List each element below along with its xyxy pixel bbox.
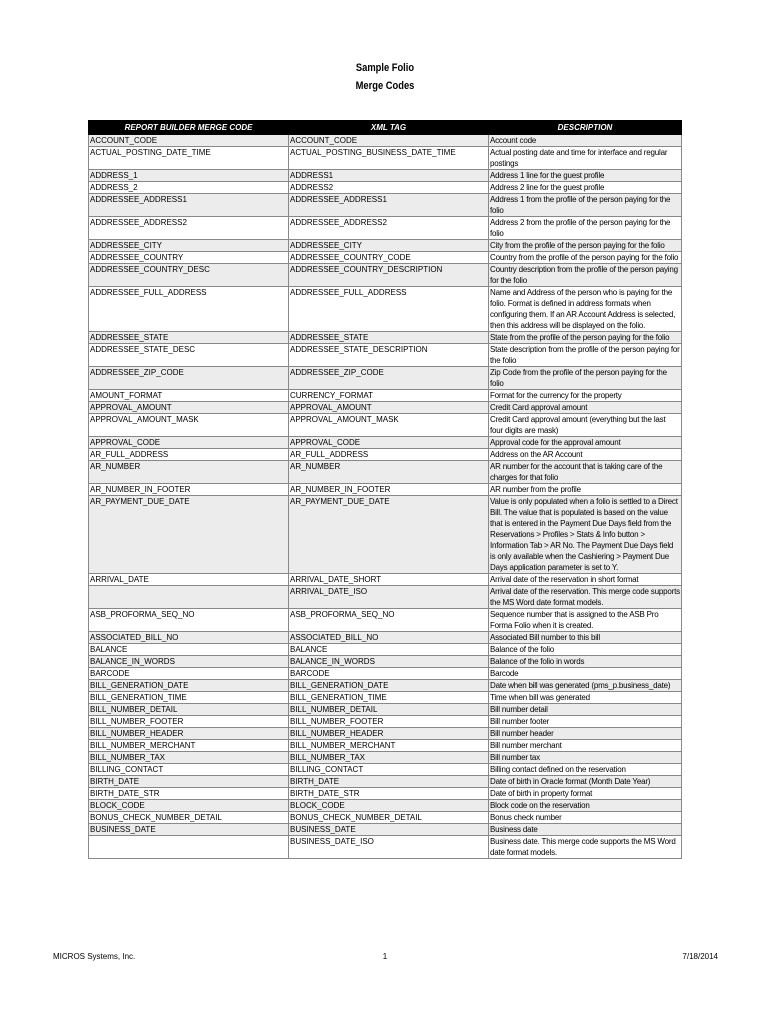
- table-row: [89, 449, 682, 461]
- table-row: [89, 287, 682, 332]
- cell-description: Country from the profile of the person paying for the folio: [489, 252, 682, 264]
- cell-description: Sequence number that is assigned to the ASB Pro Forma Folio when it is created.: [489, 609, 682, 632]
- table-row: [89, 240, 682, 252]
- cell-description: Credit Card approval amount: [489, 402, 682, 414]
- cell-description: State description from the profile of the person paying for the folio: [490, 345, 680, 365]
- cell-description: Name and Address of the person who is paying for the folio. Format is defined in address formats when configuring them. If an AR Account Address is selected, then this address will be displayed on the folio.: [489, 287, 682, 332]
- cell-description: AR number for the account that is taking care of the charges for that folio: [489, 461, 682, 484]
- cell-xml-tag: ACTUAL_POSTING_BUSINESS_DATE_TIME: [289, 147, 489, 170]
- cell-merge-code: ADDRESSEE_STATE_DESC: [89, 344, 289, 367]
- cell-description: Time when bill was generated: [489, 692, 682, 704]
- cell-xml-tag: ADDRESSEE_STATE_DESCRIPTION: [289, 344, 489, 367]
- cell-xml-tag: ADDRESSEE_ADDRESS2: [289, 217, 489, 240]
- cell-xml-tag: BILL_NUMBER_FOOTER: [289, 716, 489, 728]
- cell-xml-tag: APPROVAL_CODE: [289, 437, 489, 449]
- cell-merge-code: APPROVAL_CODE: [89, 437, 289, 449]
- cell-xml-tag: AR_PAYMENT_DUE_DATE: [289, 496, 489, 574]
- cell-description: Address 1 from the profile of the person paying for the folio: [489, 194, 682, 217]
- cell-xml-tag: ADDRESSEE_COUNTRY_CODE: [289, 252, 489, 264]
- table-row: [89, 484, 682, 496]
- cell-description: Business date: [489, 824, 682, 836]
- cell-xml-tag: BUSINESS_DATE_ISO: [289, 836, 489, 859]
- cell-merge-code: ADDRESSEE_FULL_ADDRESS: [89, 287, 289, 332]
- cell-merge-code: [89, 586, 289, 609]
- cell-xml-tag: BILL_NUMBER_DETAIL: [289, 704, 489, 716]
- cell-xml-tag: ADDRESSEE_FULL_ADDRESS: [289, 287, 489, 332]
- cell-xml-tag: ARRIVAL_DATE_ISO: [289, 586, 489, 609]
- cell-xml-tag: APPROVAL_AMOUNT_MASK: [289, 414, 489, 437]
- cell-xml-tag: BIRTH_DATE_STR: [289, 788, 489, 800]
- cell-xml-tag: ADDRESS2: [289, 182, 489, 194]
- table-row: [89, 194, 682, 217]
- cell-merge-code: BIRTH_DATE: [89, 776, 289, 788]
- cell-description: Bill number tax: [489, 752, 682, 764]
- merge-code-table: [88, 120, 682, 859]
- cell-merge-code: ADDRESS_2: [89, 182, 289, 194]
- cell-merge-code: [89, 836, 289, 859]
- cell-merge-code: BILL_NUMBER_TAX: [89, 752, 289, 764]
- cell-xml-tag: BARCODE: [289, 668, 489, 680]
- cell-xml-tag: APPROVAL_AMOUNT: [289, 402, 489, 414]
- table-row: [89, 437, 682, 449]
- cell-description: Barcode: [489, 668, 682, 680]
- table-row: [89, 182, 682, 194]
- cell-xml-tag: ADDRESSEE_ADDRESS1: [289, 194, 489, 217]
- cell-description: Billing contact defined on the reservation: [489, 764, 682, 776]
- cell-merge-code: BUSINESS_DATE: [89, 824, 289, 836]
- column-header-xml-tag: XML TAG: [289, 121, 489, 135]
- cell-xml-tag: BILLING_CONTACT: [289, 764, 489, 776]
- table-row: [89, 824, 682, 836]
- cell-xml-tag: ADDRESSEE_CITY: [289, 240, 489, 252]
- table-row: [89, 692, 682, 704]
- cell-merge-code: APPROVAL_AMOUNT_MASK: [89, 414, 289, 437]
- cell-merge-code: BONUS_CHECK_NUMBER_DETAIL: [89, 812, 289, 824]
- cell-merge-code: BALANCE_IN_WORDS: [89, 656, 289, 668]
- table-row: [89, 812, 682, 824]
- cell-merge-code: BILL_GENERATION_DATE: [89, 680, 289, 692]
- cell-merge-code: APPROVAL_AMOUNT: [89, 402, 289, 414]
- cell-merge-code: BLOCK_CODE: [89, 800, 289, 812]
- table-row: [89, 609, 682, 632]
- cell-xml-tag: ASSOCIATED_BILL_NO: [289, 632, 489, 644]
- document-title: Sample Folio: [355, 62, 415, 74]
- cell-merge-code: ADDRESSEE_COUNTRY_DESC: [89, 264, 289, 287]
- cell-description: Block code on the reservation: [489, 800, 682, 812]
- table-row: [89, 147, 682, 170]
- cell-merge-code: ADDRESSEE_CITY: [89, 240, 289, 252]
- cell-merge-code: ACCOUNT_CODE: [89, 135, 289, 147]
- cell-merge-code: AMOUNT_FORMAT: [89, 390, 289, 402]
- table-row: [89, 836, 682, 859]
- table-row: [89, 704, 682, 716]
- table-row: [89, 217, 682, 240]
- footer-page-number: 1: [382, 952, 388, 961]
- table-row: [89, 764, 682, 776]
- cell-merge-code: AR_FULL_ADDRESS: [89, 449, 289, 461]
- cell-description: Bill number merchant: [489, 740, 682, 752]
- cell-merge-code: BALANCE: [89, 644, 289, 656]
- cell-merge-code: BIRTH_DATE_STR: [89, 788, 289, 800]
- document-subtitle: Merge Codes: [355, 80, 415, 92]
- cell-description: Zip Code from the profile of the person paying for the folio: [489, 367, 682, 390]
- cell-description: Address on the AR Account: [489, 449, 682, 461]
- cell-description: Format for the currency for the property: [489, 390, 682, 402]
- cell-merge-code: BILL_NUMBER_HEADER: [89, 728, 289, 740]
- cell-xml-tag: BLOCK_CODE: [289, 800, 489, 812]
- table-row: [89, 680, 682, 692]
- cell-merge-code: ADDRESSEE_ADDRESS2: [89, 217, 289, 240]
- cell-xml-tag: ADDRESS1: [289, 170, 489, 182]
- cell-description: Approval code for the approval amount: [489, 437, 682, 449]
- cell-merge-code: ADDRESSEE_ADDRESS1: [89, 194, 289, 217]
- cell-xml-tag: ARRIVAL_DATE_SHORT: [289, 574, 489, 586]
- table-row: [89, 728, 682, 740]
- cell-merge-code: AR_NUMBER_IN_FOOTER: [89, 484, 289, 496]
- table-body: [89, 135, 682, 859]
- cell-xml-tag: ADDRESSEE_COUNTRY_DESCRIPTION: [289, 264, 489, 287]
- cell-description: Associated Bill number to this bill: [489, 632, 682, 644]
- footer-date: 7/18/2014: [682, 952, 718, 961]
- cell-description: Date of birth in property format: [489, 788, 682, 800]
- cell-merge-code: ARRIVAL_DATE: [89, 574, 289, 586]
- cell-xml-tag: BILL_NUMBER_TAX: [289, 752, 489, 764]
- cell-merge-code: ADDRESS_1: [89, 170, 289, 182]
- cell-xml-tag: BIRTH_DATE: [289, 776, 489, 788]
- cell-xml-tag: ADDRESSEE_ZIP_CODE: [289, 367, 489, 390]
- table-row: [89, 656, 682, 668]
- table-row: [89, 800, 682, 812]
- cell-merge-code: ADDRESSEE_STATE: [89, 332, 289, 344]
- cell-xml-tag: BILL_NUMBER_MERCHANT: [289, 740, 489, 752]
- table-row: [89, 776, 682, 788]
- table-row: [89, 574, 682, 586]
- cell-description: Address 2 line for the guest profile: [489, 182, 682, 194]
- cell-description: Account code: [489, 135, 682, 147]
- cell-merge-code: AR_NUMBER: [89, 461, 289, 484]
- table-row: [89, 135, 682, 147]
- cell-description: City from the profile of the person paying for the folio: [489, 240, 682, 252]
- table-row: [89, 586, 682, 609]
- cell-xml-tag: ASB_PROFORMA_SEQ_NO: [289, 609, 489, 632]
- cell-xml-tag: ACCOUNT_CODE: [289, 135, 489, 147]
- table-row: [89, 496, 682, 574]
- table-row: [89, 461, 682, 484]
- cell-description: Date of birth in Oracle format (Month Date Year): [489, 776, 682, 788]
- cell-merge-code: ADDRESSEE_COUNTRY: [89, 252, 289, 264]
- cell-xml-tag: AR_NUMBER: [289, 461, 489, 484]
- cell-merge-code: ASSOCIATED_BILL_NO: [89, 632, 289, 644]
- cell-xml-tag: AR_NUMBER_IN_FOOTER: [289, 484, 489, 496]
- cell-description: Actual posting date and time for interface and regular postings: [489, 147, 682, 170]
- cell-merge-code: ADDRESSEE_ZIP_CODE: [89, 367, 289, 390]
- table-row: [89, 644, 682, 656]
- cell-description: Credit Card approval amount (everything but the last four digits are mask): [489, 414, 682, 437]
- cell-merge-code: BILL_NUMBER_MERCHANT: [89, 740, 289, 752]
- cell-xml-tag: BILL_GENERATION_TIME: [289, 692, 489, 704]
- table-row: [89, 716, 682, 728]
- cell-xml-tag: BALANCE: [289, 644, 489, 656]
- cell-description: Bonus check number: [489, 812, 682, 824]
- cell-description: Balance of the folio: [489, 644, 682, 656]
- cell-xml-tag: BILL_NUMBER_HEADER: [289, 728, 489, 740]
- column-header-merge-code: REPORT BUILDER MERGE CODE: [89, 121, 289, 135]
- cell-description: Value is only populated when a folio is settled to a Direct Bill. The value that is populated is based on the value that is entered in the Payment Due Days field from the Reservations > Profiles > Stats & Info button > Information Tab > AR No. The Payment Due Days field is only available when the Cashiering > Payment Due Days application parameter is set to Y.: [489, 496, 682, 574]
- cell-description: Balance of the folio in words: [489, 656, 682, 668]
- cell-description: AR number from the profile: [489, 484, 682, 496]
- cell-merge-code: BILL_NUMBER_FOOTER: [89, 716, 289, 728]
- table-row: [89, 414, 682, 437]
- cell-description: Arrival date of the reservation in short format: [489, 574, 682, 586]
- cell-description: Address 1 line for the guest profile: [489, 170, 682, 182]
- cell-merge-code: ACTUAL_POSTING_DATE_TIME: [89, 147, 289, 170]
- table-row: [89, 264, 682, 287]
- cell-description: Bill number footer: [489, 716, 682, 728]
- table-row: [89, 668, 682, 680]
- cell-description: Bill number detail: [489, 704, 682, 716]
- cell-xml-tag: ADDRESSEE_STATE: [289, 332, 489, 344]
- cell-merge-code: AR_PAYMENT_DUE_DATE: [89, 496, 289, 574]
- cell-description: Country description from the profile of the person paying for the folio: [489, 264, 682, 287]
- table-row: [89, 752, 682, 764]
- table-row: [89, 390, 682, 402]
- table-row: [89, 344, 682, 367]
- table-row: [89, 170, 682, 182]
- cell-description: Business date. This merge code supports the MS Word date format models.: [489, 836, 682, 859]
- table-row: [89, 252, 682, 264]
- cell-xml-tag: CURRENCY_FORMAT: [289, 390, 489, 402]
- cell-xml-tag: AR_FULL_ADDRESS: [289, 449, 489, 461]
- cell-description: State from the profile of the person paying for the folio: [489, 332, 682, 344]
- cell-description: Bill number header: [489, 728, 682, 740]
- cell-description: Arrival date of the reservation. This merge code supports the MS Word date format models.: [490, 587, 680, 607]
- cell-merge-code: BILL_GENERATION_TIME: [89, 692, 289, 704]
- column-header-description: DESCRIPTION: [489, 121, 682, 135]
- cell-xml-tag: BILL_GENERATION_DATE: [289, 680, 489, 692]
- cell-merge-code: BARCODE: [89, 668, 289, 680]
- table-row: [89, 632, 682, 644]
- table-row: [89, 788, 682, 800]
- cell-merge-code: BILLING_CONTACT: [89, 764, 289, 776]
- table-row: [89, 402, 682, 414]
- cell-xml-tag: BONUS_CHECK_NUMBER_DETAIL: [289, 812, 489, 824]
- cell-description: Date when bill was generated (pms_p.business_date): [489, 680, 682, 692]
- cell-merge-code: BILL_NUMBER_DETAIL: [89, 704, 289, 716]
- cell-description: Address 2 from the profile of the person paying for the folio: [489, 217, 682, 240]
- table-row: [89, 367, 682, 390]
- table-row: [89, 332, 682, 344]
- table-row: [89, 740, 682, 752]
- cell-merge-code: ASB_PROFORMA_SEQ_NO: [89, 609, 289, 632]
- cell-xml-tag: BALANCE_IN_WORDS: [289, 656, 489, 668]
- footer-company: MICROS Systems, Inc.: [53, 952, 136, 961]
- cell-xml-tag: BUSINESS_DATE: [289, 824, 489, 836]
- table-header-row: [89, 121, 682, 135]
